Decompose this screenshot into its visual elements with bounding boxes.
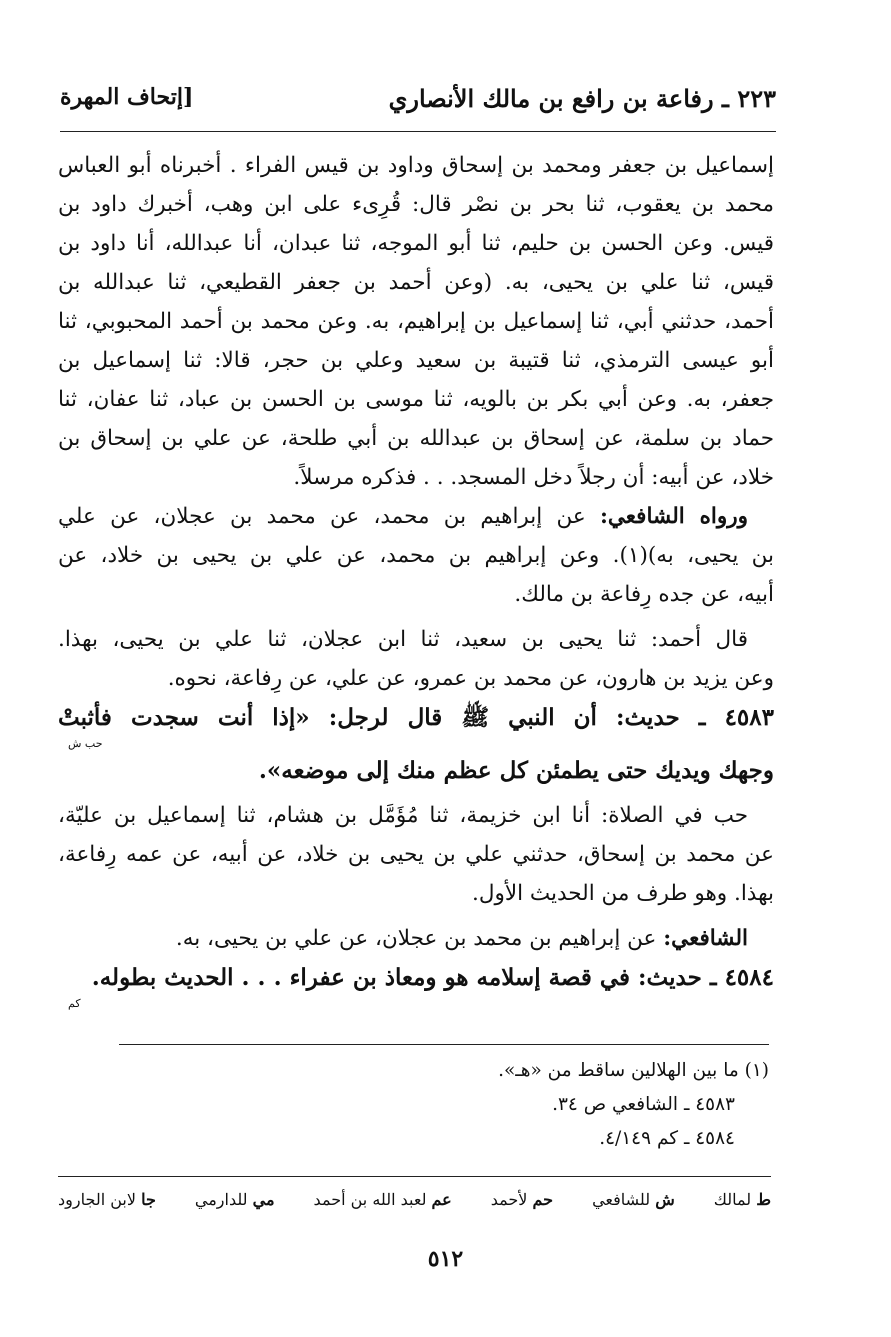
text-line: أحمد، حدثني أبي، ثنا إسماعيل بن إبراهيم، به. وعن محمد بن أحمد المحبوبي، ثنا <box>58 309 774 334</box>
footnote: (١) ما بين الهلالين ساقط من «هـ». <box>498 1060 769 1081</box>
text-line: أبيه، عن جده رِفاعة بن مالك. <box>514 582 774 607</box>
text-line: قيس. وعن الحسن بن حليم، ثنا أبو الموجه، ثنا عبدان، أنا عبدالله، أنا داود بن <box>58 231 774 256</box>
legend-siglum: جا <box>141 1190 156 1209</box>
abbreviation-legend <box>58 1190 771 1220</box>
legend-text: لعبد الله بن أحمد <box>313 1190 427 1209</box>
main-text <box>58 146 774 1011</box>
footnote-divider <box>119 1044 769 1045</box>
text-line: بن يحيى، به)(١). وعن إبراهيم بن محمد، عن علي بن يحيى بن خلاد، عن <box>58 543 775 568</box>
footnote: ٤٥٨٤ ـ كم ٤/١٤٩. <box>599 1128 735 1149</box>
legend-item <box>314 1190 452 1220</box>
text-span: عن إبراهيم بن محمد، عن محمد بن عجلان، عن علي <box>58 504 586 529</box>
hadith-siglum: كم <box>68 997 81 1010</box>
legend-item <box>195 1190 275 1220</box>
text-line <box>58 919 774 958</box>
source-label: ورواه الشافعي: <box>599 504 748 529</box>
text-line <box>58 497 774 536</box>
legend-siglum: حم <box>532 1190 554 1209</box>
hadith-siglum: حب ش <box>68 737 103 750</box>
legend-item <box>592 1190 675 1220</box>
legend-item <box>491 1190 553 1220</box>
footnote: ٤٥٨٣ ـ الشافعي ص ٣٤. <box>552 1094 735 1115</box>
legend-divider <box>58 1176 771 1177</box>
legend-text: لابن الجارود <box>58 1190 136 1209</box>
text-line: قال أحمد: ثنا يحيى بن سعيد، ثنا ابن عجلان، ثنا علي بن يحيى، بهذا. <box>58 627 748 652</box>
legend-siglum: ط <box>756 1190 771 1209</box>
hadith-heading-4583: ٤٥٨٣ ـ حديث: أن النبي ﷺ قال لرجل: «إذا أنت سجدت فأثبتْ <box>58 704 774 731</box>
book-title: [إتحاف المهرة <box>60 84 194 110</box>
text-span: عن إبراهيم بن محمد بن عجلان، عن علي بن يحيى، به. <box>175 926 657 951</box>
legend-item <box>714 1190 771 1220</box>
text-line: حماد بن سلمة، عن إسحاق بن عبدالله بن أبي طلحة، عن علي بن إسحاق بن <box>58 426 774 451</box>
legend-item <box>58 1190 156 1220</box>
legend-text: لأحمد <box>490 1190 528 1209</box>
legend-text: لمالك <box>713 1190 752 1209</box>
chapter-title: ٢٢٣ ـ رفاعة بن رافع بن مالك الأنصاري <box>388 84 776 113</box>
text-line: جعفر، به. وعن أبي بكر بن بالويه، ثنا موسى بن الحسن بن عباد، ثنا عفان، ثنا <box>58 387 774 412</box>
legend-siglum: مي <box>252 1190 275 1209</box>
text-line: إسماعيل بن جعفر ومحمد بن إسحاق وداود بن قيس الفراء . أخبرناه أبو العباس <box>58 153 774 178</box>
text-line: بهذا. وهو طرف من الحديث الأول. <box>472 881 774 906</box>
text-line: وعن يزيد بن هارون، عن محمد بن عمرو، عن علي، عن رِفاعة، نحوه. <box>167 666 774 691</box>
page-number: ٥١٢ <box>427 1246 464 1272</box>
text-line: حب في الصلاة: أنا ابن خزيمة، ثنا مُؤَمَّل بن هشام، ثنا إسماعيل بن عليّة، <box>58 803 748 828</box>
hadith-heading-4584: ٤٥٨٤ ـ حديث: في قصة إسلامه هو ومعاذ بن عفراء . . . الحديث بطوله. <box>91 964 774 991</box>
source-label: الشافعي: <box>663 926 748 951</box>
legend-siglum: عم <box>431 1190 452 1209</box>
legend-text: للدارمي <box>194 1190 248 1209</box>
text-line: محمد بن يعقوب، ثنا بحر بن نصْر قال: قُرِىء على ابن وهب، أخبرك داود بن <box>58 192 774 217</box>
footnotes <box>169 1054 769 1156</box>
text-line: خلاد، عن أبيه: أن رجلاً دخل المسجد. . . فذكره مرسلاً. <box>293 465 774 490</box>
hadith-text: وجهك ويديك حتى يطمئن كل عظم منك إلى موضعه». <box>258 757 774 784</box>
text-line: قيس، ثنا علي بن يحيى، به. (وعن أحمد بن جعفر القطيعي، ثنا عبدالله بن <box>58 270 774 295</box>
legend-siglum: ش <box>655 1190 675 1209</box>
header-divider <box>60 131 776 132</box>
text-line: أبو عيسى الترمذي، ثنا قتيبة بن سعيد وعلي بن حجر، قالا: ثنا إسماعيل بن <box>58 348 774 373</box>
running-header <box>60 78 776 122</box>
legend-text: للشافعي <box>592 1190 651 1209</box>
text-line: عن محمد بن إسحاق، حدثني علي بن يحيى بن خلاد، عن أبيه، عن عمه رِفاعة، <box>58 842 774 867</box>
